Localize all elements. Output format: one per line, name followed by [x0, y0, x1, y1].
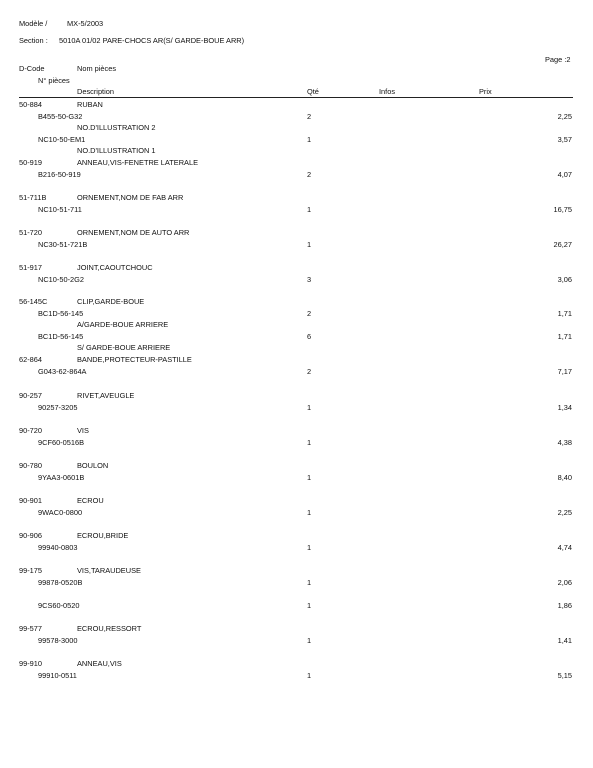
dcode: 90-780: [19, 461, 43, 470]
dcode: 90-901: [19, 496, 43, 505]
dcode: 90-720: [19, 426, 43, 435]
quantity: 2: [307, 366, 312, 376]
col-prix: Prix: [479, 87, 492, 96]
price: 1,71: [557, 308, 572, 318]
part-name: VIS,TARAUDEUSE: [77, 566, 141, 575]
price: 16,75: [553, 204, 572, 214]
part-name: VIS: [77, 426, 89, 435]
description-note: S/ GARDE-BOUE ARRIERE: [77, 343, 171, 353]
dcode: 56-145C: [19, 297, 48, 306]
quantity: 1: [307, 507, 312, 517]
col-no-pieces: N° pièces: [38, 76, 70, 85]
model-label: Modèle /: [19, 19, 48, 28]
price: 3,06: [557, 274, 572, 284]
col-description: Description: [77, 87, 114, 96]
header-rule: [19, 97, 573, 98]
part-number: 99878-0520B: [38, 577, 83, 587]
dcode: 90-906: [19, 531, 43, 540]
part-number: 9WAC0-0800: [38, 507, 83, 517]
price: 1,71: [557, 331, 572, 341]
quantity: 2: [307, 111, 312, 121]
part-number: BC1D-56-145: [38, 331, 84, 341]
dcode: 50-884: [19, 100, 43, 109]
dcode: 90-257: [19, 391, 43, 400]
quantity: 1: [307, 402, 312, 412]
part-name: BOULON: [77, 461, 109, 470]
part-name: ORNEMENT,NOM DE FAB ARR: [77, 193, 184, 202]
part-number: 9CS60-0520: [38, 600, 80, 610]
dcode: 99-175: [19, 566, 43, 575]
part-name: ECROU,RESSORT: [77, 624, 142, 633]
part-number: B216-50-919: [38, 169, 81, 179]
part-name: JOINT,CAOUTCHOUC: [77, 263, 153, 272]
dcode: 51-917: [19, 263, 43, 272]
price: 1,34: [557, 402, 572, 412]
quantity: 1: [307, 670, 312, 680]
quantity: 1: [307, 577, 312, 587]
col-infos: Infos: [379, 87, 396, 96]
description-note: NO.D'ILLUSTRATION 1: [77, 146, 156, 156]
quantity: 6: [307, 331, 312, 341]
dcode: 62-864: [19, 355, 43, 364]
price: 8,40: [557, 472, 572, 482]
part-name: RUBAN: [77, 100, 103, 109]
price: 2,25: [557, 507, 572, 517]
dcode: 50-919: [19, 158, 43, 167]
price: 2,06: [557, 577, 572, 587]
part-name: ECROU,BRIDE: [77, 531, 129, 540]
price: 2,25: [557, 111, 572, 121]
col-nom-pieces: Nom pièces: [77, 64, 117, 73]
quantity: 2: [307, 169, 312, 179]
quantity: 1: [307, 239, 312, 249]
part-number: 9YAA3-0601B: [38, 472, 85, 482]
price: 3,57: [557, 134, 572, 144]
quantity: 1: [307, 472, 312, 482]
col-qte: Qté: [307, 87, 319, 96]
quantity: 1: [307, 437, 312, 447]
section-value: 5010A 01/02 PARE-CHOCS AR(S/ GARDE-BOUE ARR): [59, 36, 245, 45]
part-name: CLIP,GARDE-BOUE: [77, 297, 145, 306]
part-number: NC10-51-711: [38, 204, 82, 214]
dcode: 51-711B: [19, 193, 47, 202]
dcode: 51-720: [19, 228, 43, 237]
part-name: RIVET,AVEUGLE: [77, 391, 135, 400]
dcode: 99-577: [19, 624, 43, 633]
price: 4,07: [557, 169, 572, 179]
part-name: ORNEMENT,NOM DE AUTO ARR: [77, 228, 190, 237]
quantity: 1: [307, 134, 312, 144]
part-name: ECROU: [77, 496, 104, 505]
dcode: 99-910: [19, 659, 43, 668]
description-note: NO.D'ILLUSTRATION 2: [77, 123, 156, 133]
quantity: 1: [307, 600, 312, 610]
part-number: NC10-50-2G2: [38, 274, 85, 284]
price: 4,74: [557, 542, 572, 552]
part-number: 9CF60-0516B: [38, 437, 85, 447]
price: 7,17: [557, 366, 572, 376]
quantity: 1: [307, 204, 312, 214]
quantity: 1: [307, 635, 312, 645]
model-value: MX-5/2003: [67, 19, 104, 28]
part-number: 90257-3205: [38, 402, 78, 412]
price: 26,27: [553, 239, 572, 249]
page-number: Page :2: [545, 55, 571, 64]
part-number: 99578-3000: [38, 635, 78, 645]
price: 1,86: [557, 600, 572, 610]
part-name: ANNEAU,VIS: [77, 659, 122, 668]
quantity: 1: [307, 542, 312, 552]
part-number: 99940-0803: [38, 542, 78, 552]
col-dcode: D-Code: [19, 64, 45, 73]
part-number: G043-62-864A: [38, 366, 87, 376]
part-number: B455-50-G32: [38, 111, 83, 121]
part-number: 99910-0511: [38, 670, 77, 680]
quantity: 2: [307, 308, 312, 318]
part-number: BC1D-56-145: [38, 308, 84, 318]
part-number: NC30-51-721B: [38, 239, 88, 249]
part-number: NC10-50-EM1: [38, 134, 86, 144]
price: 1,41: [557, 635, 572, 645]
section-label: Section :: [19, 36, 48, 45]
quantity: 3: [307, 274, 312, 284]
description-note: A/GARDE-BOUE ARRIERE: [77, 320, 169, 330]
price: 5,15: [557, 670, 572, 680]
part-name: ANNEAU,VIS-FENETRE LATERALE: [77, 158, 199, 167]
price: 4,38: [557, 437, 572, 447]
part-name: BANDE,PROTECTEUR-PASTILLE: [77, 355, 192, 364]
